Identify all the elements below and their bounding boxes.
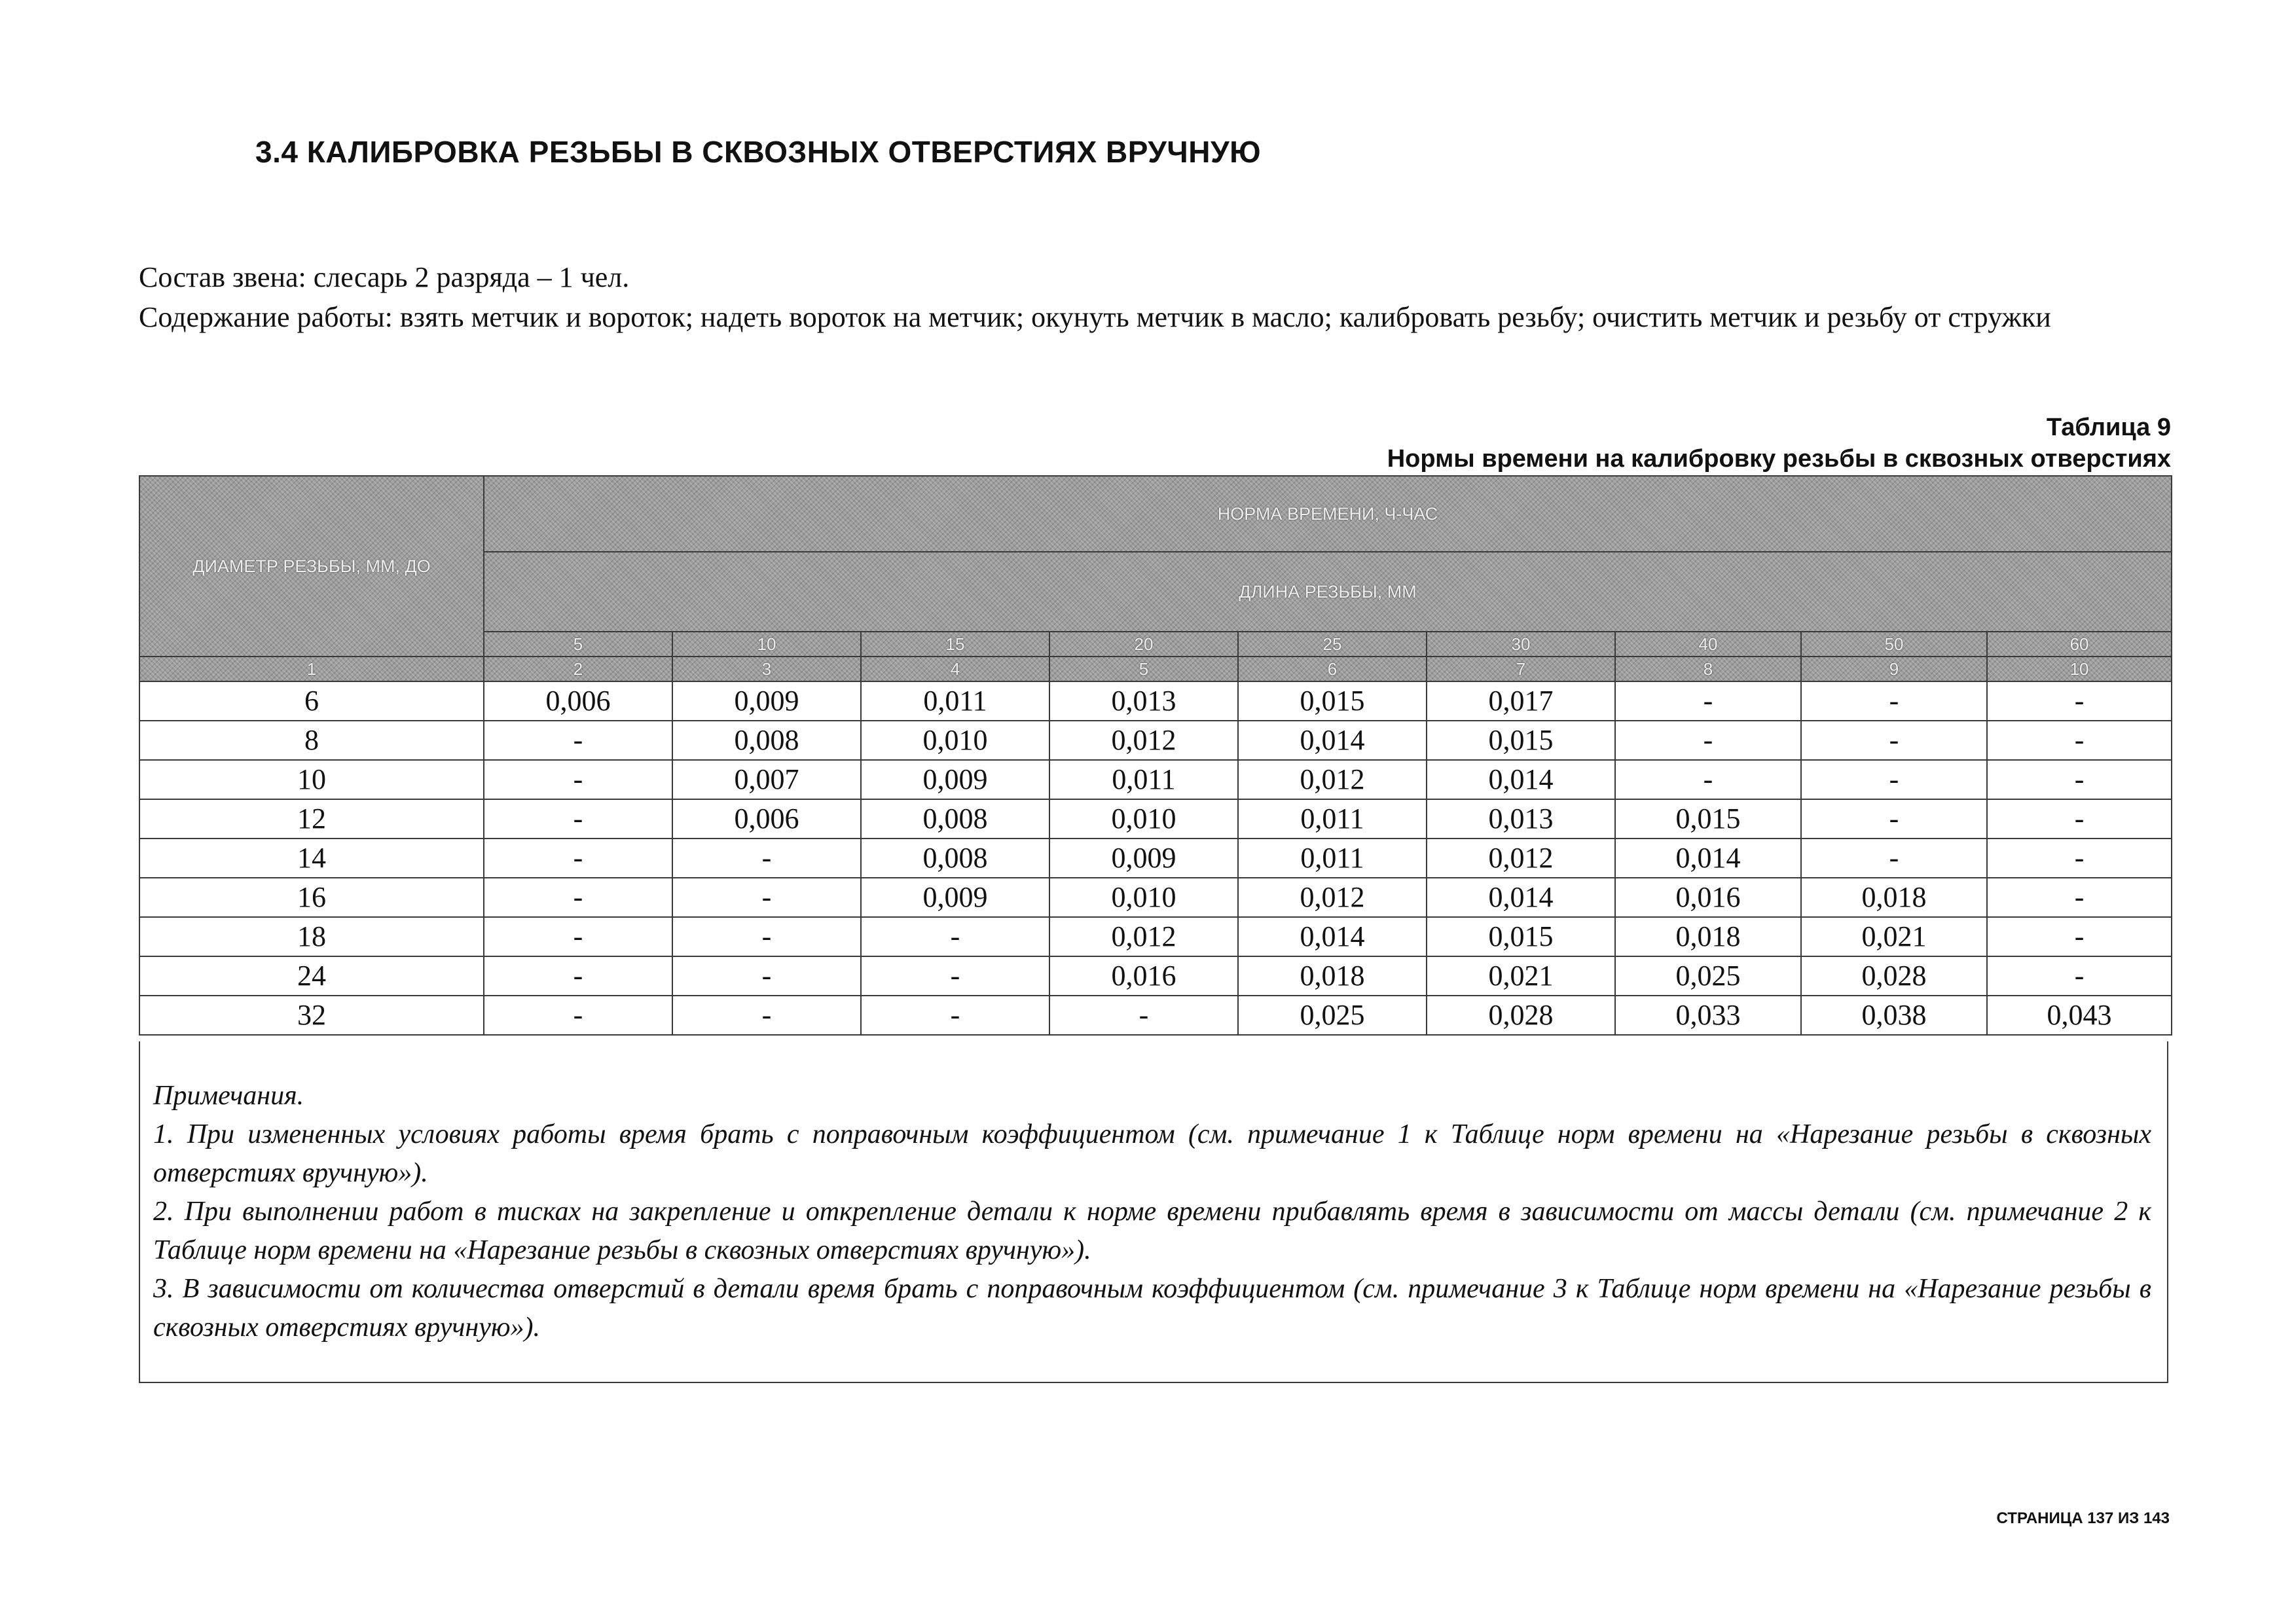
note-3: 3. В зависимости от количества отверстий в детали время брать с поправочным коэффициентом (см. примечание 3 к Таблице норм времени на «Нарезание резьбы в сквозных отверстиях вручную»). (153, 1274, 2151, 1343)
crew-composition: Состав звена: слесарь 2 разряда – 1 чел. (139, 261, 630, 293)
note-2: 2. При выполнении работ в тисках на закрепление и открепление детали к норме времени прибавлять время в зависимости от массы детали (см. примечание 2 к Таблице норм времени на «Нарезание резьбы в сквозных отверстиях вручную»). (153, 1197, 2151, 1265)
column-number-1: 1 (139, 657, 484, 681)
norm-cell: 0,014 (1615, 839, 1801, 878)
norm-cell: - (672, 996, 861, 1035)
length-value-9: 60 (1987, 632, 2172, 657)
table-row (139, 917, 2172, 956)
norm-cell: 0,013 (1049, 681, 1238, 721)
norm-cell: - (1987, 878, 2172, 917)
norm-cell: 0,018 (1615, 917, 1801, 956)
diameter-cell: 18 (139, 917, 484, 956)
column-number-5: 5 (1049, 657, 1238, 681)
norm-cell: 0,016 (1049, 956, 1238, 996)
length-value-4: 20 (1049, 632, 1238, 657)
diameter-cell: 16 (139, 878, 484, 917)
norm-cell: 0,011 (1238, 799, 1427, 839)
table-row (139, 996, 2172, 1035)
norm-cell: 0,012 (1049, 917, 1238, 956)
column-number-7: 7 (1427, 657, 1615, 681)
column-number-8: 8 (1615, 657, 1801, 681)
norm-cell: - (672, 878, 861, 917)
norm-cell: 0,013 (1427, 799, 1615, 839)
norm-cell: 0,010 (1049, 799, 1238, 839)
diameter-cell: 12 (139, 799, 484, 839)
table-number: Таблица 9 (2046, 414, 2171, 441)
norm-cell: 0,008 (672, 721, 861, 760)
norm-cell: 0,011 (861, 681, 1049, 721)
norm-cell: 0,028 (1427, 996, 1615, 1035)
column-number-3: 3 (672, 657, 861, 681)
work-content: Содержание работы: взять метчик и вороток; надеть вороток на метчик; окунуть метчик в масло; калибровать резьбу; очистить метчик и резьбу от стружки (139, 301, 2051, 333)
norm-cell: 0,014 (1427, 760, 1615, 799)
norm-cell: 0,028 (1801, 956, 1987, 996)
norm-cell: 0,015 (1427, 721, 1615, 760)
norm-cell: - (484, 878, 672, 917)
column-numbers-row (139, 657, 2172, 681)
length-value-3: 15 (861, 632, 1049, 657)
norm-cell: 0,011 (1049, 760, 1238, 799)
length-value-2: 10 (672, 632, 861, 657)
length-value-6: 30 (1427, 632, 1615, 657)
diameter-cell: 6 (139, 681, 484, 721)
norm-cell: - (1987, 760, 2172, 799)
norm-cell: 0,018 (1801, 878, 1987, 917)
norm-cell: - (1987, 956, 2172, 996)
diameter-cell: 8 (139, 721, 484, 760)
norm-cell: 0,010 (861, 721, 1049, 760)
norm-cell: - (1801, 760, 1987, 799)
column-number-6: 6 (1238, 657, 1427, 681)
norm-cell: - (1615, 721, 1801, 760)
table-row (139, 839, 2172, 878)
page-number: СТРАНИЦА 137 ИЗ 143 (1996, 1509, 2170, 1527)
length-value-7: 40 (1615, 632, 1801, 657)
diameter-cell: 14 (139, 839, 484, 878)
norm-cell: - (484, 799, 672, 839)
norm-cell: - (484, 760, 672, 799)
norm-cell: 0,012 (1238, 878, 1427, 917)
norm-cell: 0,014 (1238, 721, 1427, 760)
table-row (139, 878, 2172, 917)
norm-cell: 0,008 (861, 839, 1049, 878)
column-number-2: 2 (484, 657, 672, 681)
norm-cell: - (672, 917, 861, 956)
norm-cell: - (861, 996, 1049, 1035)
norm-cell: 0,021 (1427, 956, 1615, 996)
norm-cell: - (1987, 917, 2172, 956)
diameter-header: ДИАМЕТР РЕЗЬБЫ, ММ, ДО (139, 476, 484, 657)
length-value-5: 25 (1238, 632, 1427, 657)
norm-cell: 0,006 (484, 681, 672, 721)
length-value-8: 50 (1801, 632, 1987, 657)
norm-cell: 0,009 (861, 878, 1049, 917)
norm-cell: 0,009 (861, 760, 1049, 799)
norm-cell: 0,038 (1801, 996, 1987, 1035)
norm-cell: 0,025 (1238, 996, 1427, 1035)
table-caption: Нормы времени на калибровку резьбы в сквозных отверстиях (1387, 445, 2171, 473)
norm-header: НОРМА ВРЕМЕНИ, Ч-ЧАС (484, 476, 2172, 552)
table-row (139, 760, 2172, 799)
notes-box (139, 1041, 2168, 1383)
column-number-4: 4 (861, 657, 1049, 681)
section-title: 3.4 КАЛИБРОВКА РЕЗЬБЫ В СКВОЗНЫХ ОТВЕРСТИЯХ ВРУЧНУЮ (255, 135, 1262, 169)
norm-cell: 0,025 (1615, 956, 1801, 996)
table-body (139, 681, 2172, 1035)
norm-cell: - (672, 839, 861, 878)
norm-cell: - (1987, 681, 2172, 721)
norm-cell: 0,015 (1427, 917, 1615, 956)
norm-cell: - (1615, 681, 1801, 721)
norm-cell: - (1987, 839, 2172, 878)
length-header: ДЛИНА РЕЗЬБЫ, ММ (484, 552, 2172, 632)
norm-cell: 0,008 (861, 799, 1049, 839)
norm-cell: 0,018 (1238, 956, 1427, 996)
norm-cell: - (861, 917, 1049, 956)
norm-cell: - (1615, 760, 1801, 799)
norm-cell: 0,015 (1238, 681, 1427, 721)
norm-cell: - (672, 956, 861, 996)
norm-cell: 0,007 (672, 760, 861, 799)
norm-cell: - (484, 839, 672, 878)
norm-cell: - (1801, 799, 1987, 839)
diameter-cell: 24 (139, 956, 484, 996)
norm-cell: - (1801, 681, 1987, 721)
norm-cell: 0,033 (1615, 996, 1801, 1035)
norm-cell: 0,011 (1238, 839, 1427, 878)
norm-cell: - (1801, 839, 1987, 878)
table-row (139, 799, 2172, 839)
norm-cell: 0,010 (1049, 878, 1238, 917)
norm-cell: 0,006 (672, 799, 861, 839)
norm-cell: 0,012 (1238, 760, 1427, 799)
norm-cell: 0,012 (1427, 839, 1615, 878)
diameter-cell: 10 (139, 760, 484, 799)
table-row (139, 681, 2172, 721)
norm-cell: - (1987, 721, 2172, 760)
norm-cell: 0,009 (1049, 839, 1238, 878)
norm-cell: 0,014 (1427, 878, 1615, 917)
norm-cell: 0,015 (1615, 799, 1801, 839)
length-value-1: 5 (484, 632, 672, 657)
column-number-9: 9 (1801, 657, 1987, 681)
norm-cell: - (484, 721, 672, 760)
norm-cell: - (484, 956, 672, 996)
norm-cell: 0,009 (672, 681, 861, 721)
norm-cell: 0,043 (1987, 996, 2172, 1035)
note-1: 1. При измененных условиях работы время брать с поправочным коэффициентом (см. примечание 1 к Таблице норм времени на «Нарезание резьбы в сквозных отверстиях вручную»). (153, 1119, 2151, 1188)
column-number-10: 10 (1987, 657, 2172, 681)
norm-cell: 0,012 (1049, 721, 1238, 760)
norm-cell: - (1801, 721, 1987, 760)
table-row (139, 956, 2172, 996)
table-row (139, 721, 2172, 760)
notes-heading: Примечания. (153, 1081, 304, 1111)
norm-cell: 0,017 (1427, 681, 1615, 721)
norm-cell: 0,014 (1238, 917, 1427, 956)
time-norm-table (139, 475, 2172, 1036)
norm-cell: - (1049, 996, 1238, 1035)
norm-cell: - (484, 917, 672, 956)
norm-cell: - (1987, 799, 2172, 839)
norm-cell: - (484, 996, 672, 1035)
norm-cell: 0,021 (1801, 917, 1987, 956)
norm-cell: 0,016 (1615, 878, 1801, 917)
diameter-cell: 32 (139, 996, 484, 1035)
norm-cell: - (861, 956, 1049, 996)
